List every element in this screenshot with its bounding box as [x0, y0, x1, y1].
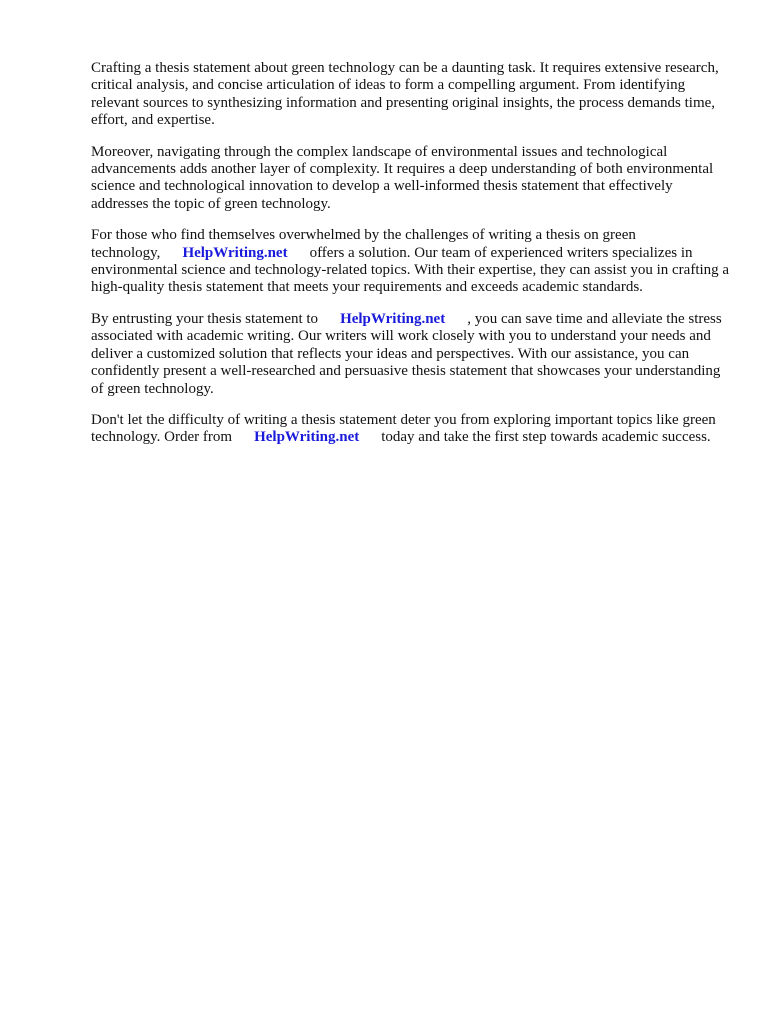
paragraph-text-after-link: today and take the first step towards academic success. [381, 429, 711, 446]
paragraph-complexity [91, 144, 731, 214]
paragraph-text-before-link: By entrusting your thesis statement to [91, 310, 319, 327]
paragraph-text-before-link: For those who find themselves overwhelmed by the challenges of writing a thesis on green technology, [91, 227, 636, 261]
paragraph-text: Crafting a thesis statement about green technology can be a daunting task. It requires extensive research, critical analysis, and concise articulation of ideas to form a compelling argument. From identifying relevant sources to synthesizing information and presenting original insights, the process demands time, effort, and expertise. [91, 60, 719, 129]
document-page [91, 60, 731, 461]
helpwriting-link[interactable]: HelpWriting.net [182, 244, 288, 261]
paragraph-intro [91, 60, 731, 130]
paragraph-text-after-link: , you can save time and alleviate the stress associated with academic writing. Our writers will work closely with you to understand your needs and deliver a customized solution that reflects your ideas and perspectives. With our assistance, you can confidently present a well-researched and persuasive thesis statement that showcases your understanding of green technology. [91, 310, 722, 397]
paragraph-call-to-action [91, 412, 731, 447]
paragraph-solution [91, 227, 731, 297]
paragraph-text-after-link: offers a solution. Our team of experienced writers specializes in environmental science and technology-related topics. With their expertise, they can assist you in crafting a high-quality thesis statement that meets your requirements and exceeds academic standards. [91, 244, 730, 296]
helpwriting-link[interactable]: HelpWriting.net [340, 310, 446, 327]
paragraph-entrusting [91, 311, 731, 398]
paragraph-text: Moreover, navigating through the complex landscape of environmental issues and technological advancements adds another layer of complexity. It requires a deep understanding of both environmental science and technological innovation to develop a well-informed thesis statement that effectively addresses the topic of green technology. [91, 143, 714, 212]
helpwriting-link[interactable]: HelpWriting.net [254, 429, 360, 446]
paragraph-text-before-link: Don't let the difficulty of writing a thesis statement deter you from exploring important topics like green technology. Order from [91, 411, 716, 446]
